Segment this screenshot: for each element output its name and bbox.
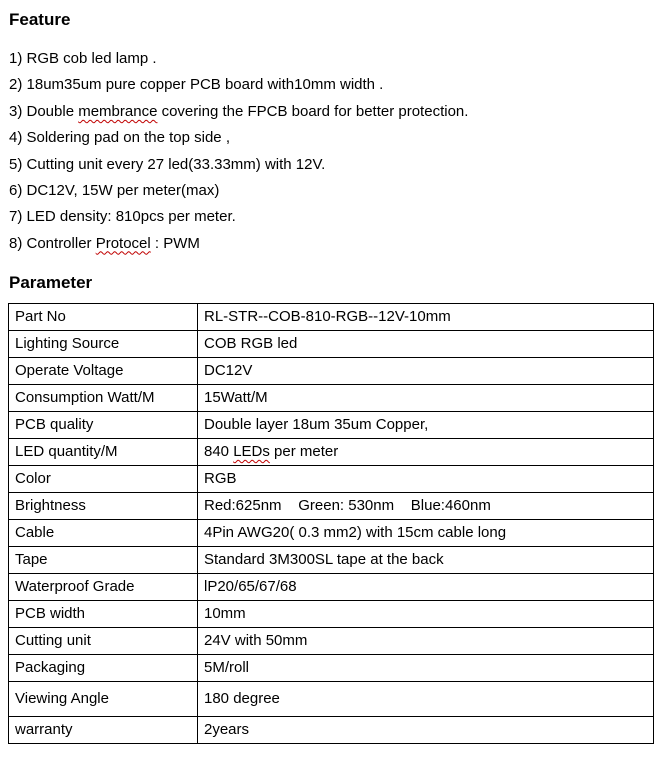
param-label: PCB width <box>9 601 198 628</box>
table-row <box>9 655 654 682</box>
table-row <box>9 439 654 466</box>
parameter-heading: Parameter <box>9 273 93 292</box>
param-label: PCB quality <box>9 412 198 439</box>
param-value: 2years <box>198 717 654 744</box>
param-label: Color <box>9 466 198 493</box>
param-value: Double layer 18um 35um Copper, <box>198 412 654 439</box>
table-row <box>9 466 654 493</box>
param-value: 180 degree <box>198 682 654 717</box>
table-row <box>9 385 654 412</box>
parameter-table <box>8 303 654 744</box>
param-label: Packaging <box>9 655 198 682</box>
param-label: Part No <box>9 304 198 331</box>
feature-item: 5) Cutting unit every 27 led(33.33mm) with 12V. <box>9 155 326 173</box>
feature-item: 3) Double membrance covering the FPCB board for better protection. <box>9 102 469 120</box>
param-label: Viewing Angle <box>9 682 198 717</box>
table-row <box>9 628 654 655</box>
param-label: Lighting Source <box>9 331 198 358</box>
param-label: Cutting unit <box>9 628 198 655</box>
param-label: warranty <box>9 717 198 744</box>
table-row <box>9 358 654 385</box>
param-label: Tape <box>9 547 198 574</box>
table-row <box>9 520 654 547</box>
table-row <box>9 574 654 601</box>
table-row <box>9 412 654 439</box>
table-row <box>9 547 654 574</box>
table-row <box>9 304 654 331</box>
table-row <box>9 682 654 717</box>
param-value: 4Pin AWG20( 0.3 mm2) with 15cm cable long <box>198 520 654 547</box>
table-row <box>9 717 654 744</box>
feature-item: 1) RGB cob led lamp . <box>9 50 157 67</box>
param-label: LED quantity/M <box>9 439 198 466</box>
param-value: 24V with 50mm <box>198 628 654 655</box>
spelling-flag: Protocel <box>95 234 151 252</box>
param-value: 840 LEDs per meter <box>198 439 654 466</box>
table-row <box>9 493 654 520</box>
param-value: DC12V <box>198 358 654 385</box>
param-value: RL-STR--COB-810-RGB--12V-10mm <box>198 304 654 331</box>
param-value: 10mm <box>198 601 654 628</box>
feature-heading: Feature <box>9 10 71 29</box>
param-value: lP20/65/67/68 <box>198 574 654 601</box>
feature-item: 6) DC12V, 15W per meter(max) <box>9 181 220 199</box>
param-value: Standard 3M300SL tape at the back <box>198 547 654 574</box>
table-row <box>9 331 654 358</box>
param-value: COB RGB led <box>198 331 654 358</box>
param-value: Red:625nm Green: 530nm Blue:460nm <box>198 493 654 520</box>
param-label: Brightness <box>9 493 198 520</box>
param-value: 5M/roll <box>198 655 654 682</box>
table-row <box>9 601 654 628</box>
feature-item: 8) Controller Protocel : PWM <box>9 234 200 252</box>
feature-item: 7) LED density: 810pcs per meter. <box>9 208 236 226</box>
param-label: Waterproof Grade <box>9 574 198 601</box>
feature-list <box>9 46 468 257</box>
spelling-flag: LEDs <box>233 443 270 460</box>
param-value: 15Watt/M <box>198 385 654 412</box>
feature-item: 4) Soldering pad on the top side , <box>9 129 230 147</box>
spelling-flag: membrance <box>78 102 158 120</box>
param-label: Consumption Watt/M <box>9 385 198 412</box>
param-label: Operate Voltage <box>9 358 198 385</box>
feature-item: 2) 18um35um pure copper PCB board with10mm width . <box>9 76 384 94</box>
param-value: RGB <box>198 466 654 493</box>
param-label: Cable <box>9 520 198 547</box>
